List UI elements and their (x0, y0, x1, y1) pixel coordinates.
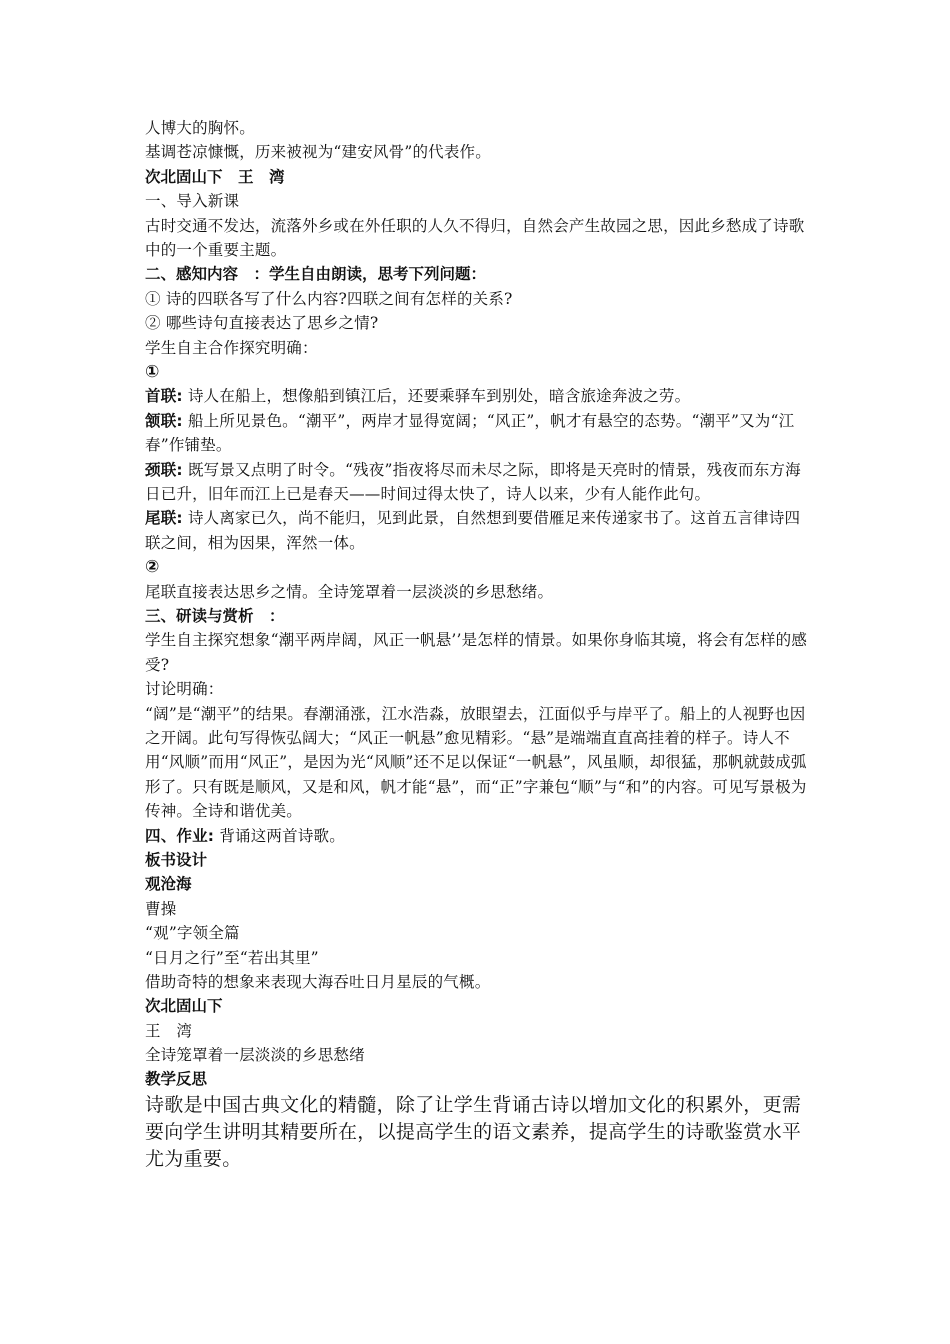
couplet-label: 尾联: (145, 509, 183, 528)
poem-author: 王 湾 (145, 1021, 193, 1040)
text-line: 借助奇特的想象来表现大海吞吐日月星辰的气概。 (145, 972, 491, 991)
couplet-text: 既写景又点明了时令。“残夜”指夜将尽而未尽之际，即将是天亮时的情景，残夜而东方海日已升，旧年而江上已是春天——时间过得太快了，诗人以来，少有人能作此句。 (145, 460, 801, 503)
poem-author: 曹操 (145, 899, 177, 918)
question-item: ② 哪些诗句直接表达了思乡之情? (145, 314, 379, 333)
text-line: 学生自主合作探究明确： (145, 338, 318, 357)
text-line: 一、导入新课 (145, 192, 240, 211)
couplet-text: 诗人离家已久，尚不能归，见到此景，自然想到要借雁足来传递家书了。这首五言律诗四联之间，相为因果，浑然一体。 (145, 509, 801, 552)
couplet-label: 颈联: (145, 460, 183, 479)
couplet-paragraph (145, 384, 811, 408)
circled-number: ① (145, 361, 160, 382)
couplet-label: 颔联: (145, 411, 183, 430)
reflection-heading: 教学反思 (145, 1070, 208, 1089)
board-design-heading: 板书设计 (145, 850, 208, 869)
homework-label: 四、作业: (145, 826, 215, 845)
paragraph: 学生自主探究想象“潮平两岸阔，风正一帆悬’’是怎样的情景。如果你身临其境，将会有怎样的感受? (145, 631, 808, 674)
text-line: 尾联直接表达思乡之情。全诗笼罩着一层淡淡的乡思愁绪。 (145, 582, 554, 601)
text-line: 基调苍凉慷慨，历来被视为“建安风骨”的代表作。 (145, 143, 491, 162)
text-line: 讨论明确： (145, 680, 224, 699)
text-line: 人博大的胸怀。 (145, 119, 255, 137)
paragraph: “阔”是“潮平”的结果。春潮涌涨，江水浩淼，放眼望去，江面似乎与岸平了。船上的人视野也因之开阔。此句写得恢弘阔大；“风正一帆悬”愈见精彩。“悬”是端端直直高挂着的样子。诗人不用“风顺”而用“风正”，是因为光“风顺”还不足以保证“一帆悬”，风虽顺，却很猛，那帆就鼓成弧形了。只有既是顺风，又是和风，帆才能“悬”，而“正”字兼包“顺”与“和”的内容。可见写景极为传神。全诗和谐优美。 (145, 704, 807, 821)
couplet-text: 船上所见景色。“潮平”，两岸才显得宽阔；“风正”，帆才有悬空的态势。“潮平”又为“江春”作铺垫。 (145, 411, 795, 455)
couplet-text: 诗人在船上，想像船到镇江后，还要乘驿车到别处，暗含旅途奔波之劳。 (182, 387, 691, 406)
homework-text: 背诵这两首诗歌。 (214, 826, 345, 845)
section-heading: 三、研读与赏析 ： (145, 606, 285, 625)
couplet-paragraph (145, 506, 811, 555)
poem-title: 观沧海 (145, 875, 192, 894)
section-title: 次北固山下 王 湾 (145, 167, 285, 186)
homework-line (145, 824, 811, 848)
section-heading: 二、感知内容 ：学生自由朗读，思考下列问题： (145, 265, 487, 284)
text-line: “观”字领全篇 (145, 924, 240, 943)
question-item: ① 诗的四联各写了什么内容?四联之间有怎样的关系? (145, 289, 513, 308)
reflection-paragraph: 诗歌是中国古典文化的精髓，除了让学生背诵古诗以增加文化的积累外，更需要向学生讲明其精要所在，以提高学生的语文素养，提高学生的诗歌鉴赏水平尤为重要。 (145, 1093, 802, 1170)
couplet-label: 首联: (145, 387, 183, 406)
circled-number: ② (145, 557, 160, 578)
poem-title: 次北固山下 (145, 997, 223, 1016)
text-line: “日月之行”至“若出其里” (145, 948, 319, 967)
couplet-paragraph (145, 458, 811, 507)
document-body (145, 116, 811, 1173)
text-line: 全诗笼罩着一层淡淡的乡思愁绪 (145, 1046, 365, 1065)
paragraph: 古时交通不发达，流落外乡或在外任职的人久不得归，自然会产生故园之思，因此乡愁成了诗歌中的一个重要主题。 (145, 216, 805, 259)
couplet-paragraph (145, 409, 811, 458)
